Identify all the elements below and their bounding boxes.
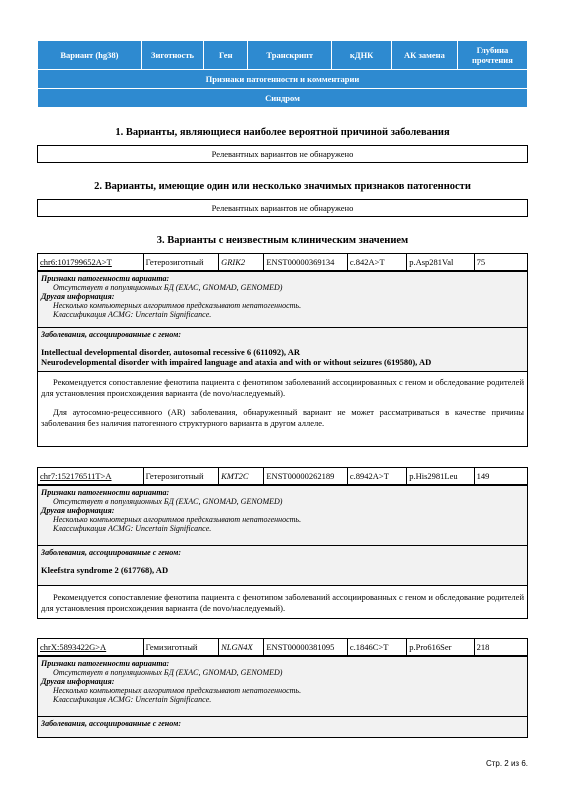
variant-depth: 75 — [474, 254, 527, 271]
variant-gene: NLGN4X — [219, 639, 264, 656]
col-cdna: кДНК — [332, 41, 392, 70]
variant-cdna: c.842A>T — [347, 254, 406, 271]
variant-transcript: ENST00000369134 — [264, 254, 348, 271]
path-signs-label: Признаки патогенности варианта: — [41, 659, 170, 668]
variant-depth: 149 — [474, 468, 527, 485]
variant-zygosity: Гетерозиготный — [143, 468, 218, 485]
variant-cdna: c.8942A>T — [347, 468, 406, 485]
path-sign: Отсутствует в популяционных БД (EXAC, GNOMAD, GENOMED) — [53, 668, 283, 677]
col-zygosity: Зиготность — [141, 41, 203, 70]
other-info-2: Классификация ACMG: Uncertain Significance. — [53, 310, 212, 319]
variant-id[interactable]: chr7:152176511T>A — [38, 468, 144, 485]
variant-details — [37, 271, 528, 447]
disease-1: Intellectual developmental disorder, autosomal recessive 6 (611092), AR — [41, 347, 300, 357]
header-signs-row: Признаки патогенности и комментарии — [38, 70, 528, 89]
variant-row — [37, 638, 528, 656]
variant-zygosity: Гетерозиготный — [143, 254, 218, 271]
path-signs-label: Признаки патогенности варианта: — [41, 274, 170, 283]
other-info-label: Другая информация: — [41, 292, 115, 301]
section-1-empty: Релевантных вариантов не обнаружено — [37, 145, 528, 163]
section-2-empty: Релевантных вариантов не обнаружено — [37, 199, 528, 217]
variant-aa: p.Asp281Val — [407, 254, 474, 271]
recommendation-1: Рекомендуется сопоставление фенотипа пациента с фенотипом заболеваний ассоциированных с геном и обследование родителей для установления происхождения варианта (de novo/наследуемый). — [41, 592, 524, 613]
other-info-1: Несколько компьютерных алгоритмов предсказывают непатогенность. — [53, 301, 302, 310]
variant-row — [37, 253, 528, 271]
report-header-table — [37, 40, 528, 108]
col-gene: Ген — [204, 41, 248, 70]
col-aa: АК замена — [392, 41, 458, 70]
section-2-title: 2. Варианты, имеющие один или несколько значимых признаков патогенности — [94, 181, 471, 192]
section-1-title: 1. Варианты, являющиеся наиболее вероятной причиной заболевания — [115, 127, 450, 138]
variant-details — [37, 656, 528, 738]
variant-id[interactable]: chr6:101799652A>T — [38, 254, 144, 271]
other-info-2: Классификация ACMG: Uncertain Significance. — [53, 524, 212, 533]
diseases-label: Заболевания, ассоциированные с геном: — [41, 330, 182, 339]
variant-transcript: ENST00000381095 — [264, 639, 348, 656]
other-info-label: Другая информация: — [41, 506, 115, 515]
diseases-label: Заболевания, ассоциированные с геном: — [41, 548, 182, 557]
header-syndrome-row: Синдром — [38, 89, 528, 108]
col-transcript: Транскрипт — [248, 41, 332, 70]
variant-depth: 218 — [474, 639, 527, 656]
diseases-label: Заболевания, ассоциированные с геном: — [41, 719, 182, 728]
col-depth: Глубина прочтения — [457, 41, 527, 70]
other-info-2: Классификация ACMG: Uncertain Significance. — [53, 695, 212, 704]
page-number: Стр. 2 из 6. — [485, 759, 528, 768]
path-sign: Отсутствует в популяционных БД (EXAC, GNOMAD, GENOMED) — [53, 497, 283, 506]
variant-id[interactable]: chrX:5893422G>A — [38, 639, 144, 656]
variant-row — [37, 467, 528, 485]
col-variant: Вариант (hg38) — [38, 41, 142, 70]
variant-aa: p.Pro616Ser — [407, 639, 474, 656]
recommendation-1: Рекомендуется сопоставление фенотипа пациента с фенотипом заболеваний ассоциированных с геном и обследование родителей для установления происхождения варианта (de novo/наследуемый). — [41, 377, 524, 398]
variant-gene: KMT2C — [219, 468, 264, 485]
variant-aa: p.His2981Leu — [407, 468, 474, 485]
other-info-1: Несколько компьютерных алгоритмов предсказывают непатогенность. — [53, 515, 302, 524]
section-3-title: 3. Варианты с неизвестным клиническим значением — [156, 235, 409, 246]
other-info-1: Несколько компьютерных алгоритмов предсказывают непатогенность. — [53, 686, 302, 695]
disease-2: Neurodevelopmental disorder with impaired language and ataxia and with or without seizures (619580), AD — [41, 357, 432, 367]
variant-details — [37, 485, 528, 619]
path-sign: Отсутствует в популяционных БД (EXAC, GNOMAD, GENOMED) — [53, 283, 283, 292]
recommendation-2: Для аутосомно-рецессивного (AR) заболевания, обнаруженный вариант не может рассматриваться в качестве причины заболевания без наличия патогенного структурного варианта в другом аллеле. — [41, 407, 524, 428]
variant-cdna: c.1846C>T — [347, 639, 406, 656]
variant-gene: GRIK2 — [219, 254, 264, 271]
variant-transcript: ENST00000262189 — [264, 468, 348, 485]
variant-zygosity: Гемизиготный — [143, 639, 218, 656]
disease-1: Kleefstra syndrome 2 (617768), AD — [41, 565, 169, 575]
other-info-label: Другая информация: — [41, 677, 115, 686]
path-signs-label: Признаки патогенности варианта: — [41, 488, 170, 497]
